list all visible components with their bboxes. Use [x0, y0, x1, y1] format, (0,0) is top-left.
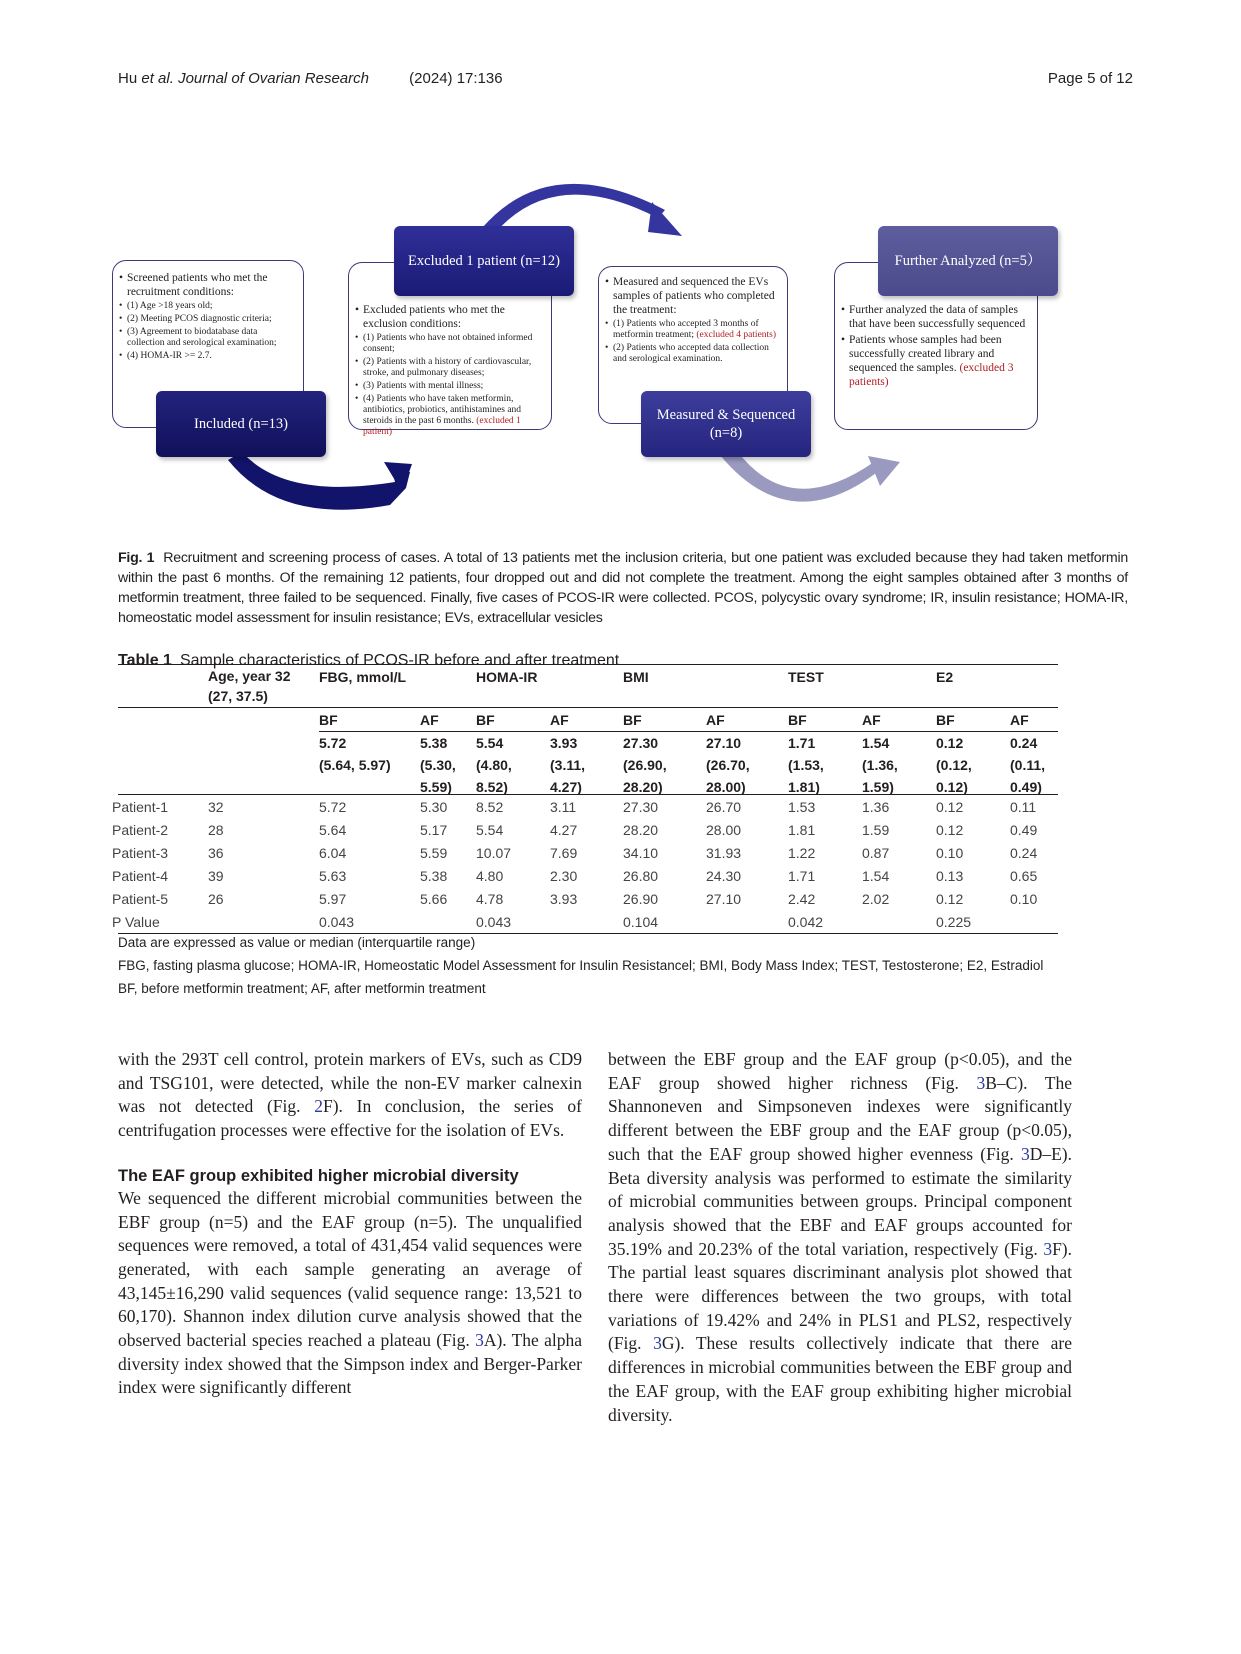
age-cell: 26: [208, 891, 224, 907]
value-cell: 0.87: [862, 845, 890, 861]
paragraph: [118, 1187, 582, 1400]
summary-cell: [788, 732, 824, 798]
value-cell: 5.64: [319, 822, 347, 838]
criteria-text: (4) Patients who have taken metformin, antibiotics, probiotics, antihistamines and steroids in the past 6 months.: [363, 394, 522, 426]
summary-median: 27.30: [623, 735, 659, 751]
table-rule: [118, 794, 1058, 795]
section-heading: The EAF group exhibited higher microbial diversity: [118, 1166, 519, 1185]
value-cell: 5.54: [476, 822, 504, 838]
summary-iqr: 1.81): [788, 779, 820, 795]
summary-cell: [936, 732, 972, 798]
table-footnote: Data are expressed as value or median (interquartile range): [118, 935, 476, 950]
subheader-bf: BF: [319, 712, 338, 728]
value-cell: 5.30: [420, 799, 448, 815]
paragraph-text: G). These results collectively indicate that there are differences in microbial communities between the EBF group and the EAF group, with the EAF group exhibiting higher microbial diversity.: [608, 1333, 1072, 1425]
table-rule: [118, 707, 1058, 708]
excluded-note: (excluded 4 patients): [696, 330, 777, 340]
value-cell: 34.10: [623, 845, 659, 861]
value-cell: 0.10: [1010, 891, 1038, 907]
criteria-title: • Excluded patients who met the exclusion conditions:: [355, 303, 545, 331]
pvalue-cell: 0.042: [788, 914, 824, 930]
figure-label: Fig. 1: [118, 550, 155, 566]
table-top-rule: [118, 664, 1058, 665]
subheader-af: AF: [862, 712, 881, 728]
criteria-item: • (2) Meeting PCOS diagnostic criteria;: [119, 314, 297, 325]
criteria-title: • Screened patients who met the recruitment conditions:: [119, 271, 297, 299]
value-cell: 0.11: [1010, 799, 1037, 815]
measured-count: (n=8): [709, 425, 743, 441]
row-label: Patient-4: [112, 868, 169, 884]
value-cell: 26.80: [623, 868, 659, 884]
group-header-bmi: BMI: [623, 669, 649, 685]
summary-iqr: (4.80,: [476, 757, 512, 773]
summary-cell: [420, 732, 456, 798]
value-cell: 3.93: [550, 891, 578, 907]
value-cell: 4.80: [476, 868, 504, 884]
value-cell: 1.59: [862, 822, 890, 838]
subheader-bf: BF: [623, 712, 642, 728]
value-cell: 5.17: [420, 822, 448, 838]
value-cell: 2.02: [862, 891, 890, 907]
running-header: [118, 70, 1133, 90]
value-cell: 2.30: [550, 868, 578, 884]
value-cell: 4.78: [476, 891, 504, 907]
figure-caption-text: Recruitment and screening process of cases. A total of 13 patients met the inclusion criteria, but one patient was excluded because they had taken metformin within the past 6 months. Of the remaining 12 patients, four dropped out and did not complete the treatment. Among the eight samples obtained after 3 months of metformin treatment, three failed to be sequenced. Finally, five cases of PCOS-IR were collected. PCOS, polycystic ovary syndrome; IR, insulin resistance; HOMA-IR, homeostatic model assessment for insulin resistance; EVs, extracellular vesicles: [118, 550, 1128, 626]
subheader-af: AF: [550, 712, 569, 728]
value-cell: 1.22: [788, 845, 816, 861]
excluded-note: (excluded 1 patient): [363, 416, 521, 437]
value-cell: 27.30: [623, 799, 659, 815]
value-cell: 1.71: [788, 868, 816, 884]
value-cell: 0.13: [936, 868, 964, 884]
summary-iqr: (5.30,: [420, 757, 456, 773]
subheader-af: AF: [1010, 712, 1029, 728]
summary-iqr: 0.12): [936, 779, 968, 795]
measured-sequenced-box: [641, 391, 811, 457]
criteria-item: • (1) Patients who have not obtained informed consent;: [355, 333, 545, 355]
summary-cell: [623, 732, 667, 798]
figure-reference-link[interactable]: 3: [475, 1330, 484, 1351]
value-cell: 27.10: [706, 891, 742, 907]
figure-reference-link[interactable]: 3: [1020, 1143, 1030, 1164]
age-header-line: (27, 37.5): [208, 688, 268, 704]
figure-reference-link[interactable]: 3: [653, 1333, 662, 1354]
value-cell: 28.00: [706, 822, 742, 838]
value-cell: 26.70: [706, 799, 742, 815]
value-cell: 0.12: [936, 822, 964, 838]
value-cell: 5.97: [319, 891, 347, 907]
row-label: Patient-1: [112, 799, 169, 815]
value-cell: 1.54: [862, 868, 890, 884]
summary-iqr: (3.11,: [550, 757, 586, 773]
value-cell: 3.11: [550, 799, 577, 815]
row-label: Patient-3: [112, 845, 169, 861]
value-cell: 28.20: [623, 822, 659, 838]
table-label: Table 1: [118, 652, 172, 669]
table-footnote: BF, before metformin treatment; AF, after metformin treatment: [118, 981, 486, 996]
paragraph-text: F). The partial least squares discriminant analysis plot showed that there were differences between the two groups, with total variations of 19.42% and 24% in PLS1 and PLS2, respectively (Fig.: [608, 1238, 1072, 1354]
paragraph-text: with the 293T cell control, protein markers of EVs, such as CD9 and TSG101, were detected, while the non-EV marker calnexin was not detected (Fig.: [118, 1049, 582, 1117]
criteria-item: • (3) Agreement to biodatabase data collection and serological examination;: [119, 327, 297, 349]
curved-arrow-icon: [720, 452, 900, 502]
pvalue-cell: 0.043: [476, 914, 512, 930]
summary-cell: [862, 732, 898, 798]
header-authors: Hu: [118, 70, 138, 87]
value-cell: 1.53: [788, 799, 816, 815]
excluded-label: Excluded 1 patient (n=12): [408, 253, 560, 269]
summary-median: 5.72: [319, 735, 347, 751]
value-cell: 1.36: [862, 799, 890, 815]
summary-iqr: 28.00): [706, 779, 746, 795]
summary-iqr: (26.70,: [706, 757, 750, 773]
criteria-item: • (1) Age >18 years old;: [119, 301, 297, 312]
value-cell: 5.72: [319, 799, 347, 815]
summary-median: 5.54: [476, 735, 504, 751]
group-header-test: TEST: [788, 669, 824, 685]
paragraph-text: D–E). Beta diversity analysis was performed to estimate the similarity of microbial communities between groups. Principal component analysis showed that the EBF and EAF groups accounted for 35.19% and 20.23% of the total variation, respectively (Fig.: [608, 1143, 1072, 1259]
value-cell: 26.90: [623, 891, 659, 907]
criteria-item: • (2) Patients with a history of cardiovascular, stroke, and pulmonary diseases;: [355, 357, 545, 379]
value-cell: 0.24: [1010, 845, 1038, 861]
value-cell: 5.59: [420, 845, 448, 861]
value-cell: 6.04: [319, 845, 347, 861]
value-cell: 2.42: [788, 891, 816, 907]
value-cell: 31.93: [706, 845, 742, 861]
summary-iqr: 4.27): [550, 779, 582, 795]
figure-reference-link[interactable]: 2: [314, 1096, 323, 1117]
age-cell: 39: [208, 868, 224, 884]
header-citation: [118, 70, 503, 87]
value-cell: 1.81: [788, 822, 816, 838]
paragraph: [118, 1048, 582, 1143]
value-cell: 7.69: [550, 845, 578, 861]
paragraph-text: B–C). The Shannoneven and Simpsoneven indexes were significantly different between the EBF group and the EAF group (p<0.05), such that the EAF group showed higher evenness (Fig.: [608, 1072, 1072, 1164]
criteria-item: • (2) Patients who accepted data collection and serological examination.: [605, 343, 781, 365]
header-journal: Journal of Ovarian Research: [178, 70, 369, 87]
paragraph-text: A). The alpha diversity index showed that the Simpson index and Berger-Parker index were significantly different: [118, 1330, 582, 1398]
value-cell: 24.30: [706, 868, 742, 884]
summary-cell: [550, 732, 585, 798]
value-cell: 8.52: [476, 799, 504, 815]
summary-cell: [476, 732, 512, 798]
group-header-e2: E2: [936, 669, 954, 685]
body-column-right: [608, 1048, 1072, 1427]
table-title-text: Sample characteristics of PCOS-IR before and after treatment: [179, 652, 620, 669]
group-header-fbg: FBG, mmol/L: [319, 669, 407, 685]
included-label: Included (n=13): [194, 416, 288, 432]
value-cell: 0.12: [936, 799, 964, 815]
table-bottom-rule: [118, 933, 1058, 934]
criteria-text: (1) Patients who accepted 3 months of metformin treatment;: [613, 319, 759, 340]
figure-reference-link[interactable]: 3: [1043, 1238, 1053, 1259]
summary-iqr: 1.59): [862, 779, 894, 795]
summary-iqr: (0.12,: [936, 757, 972, 773]
summary-iqr: 5.59): [420, 779, 452, 795]
summary-median: 1.71: [788, 735, 816, 751]
pvalue-cell: 0.104: [623, 914, 659, 930]
criteria-item: • (3) Patients with mental illness;: [355, 381, 545, 392]
value-cell: 4.27: [550, 822, 578, 838]
further-analyzed-box: [878, 226, 1058, 296]
page-number: Page 5 of 12: [1047, 70, 1133, 87]
summary-cell: [706, 732, 750, 798]
criteria-text: Patients whose samples had been successfully created library and sequenced the samples.: [849, 334, 1002, 374]
group-header-homa: HOMA-IR: [476, 669, 538, 685]
measured-label: Measured & Sequenced: [656, 407, 796, 423]
summary-cell: [319, 732, 391, 776]
criteria-item: • (4) HOMA-IR >= 2.7.: [119, 351, 297, 362]
header-volume: (2024) 17:136: [409, 70, 503, 87]
figure-1-flowchart: [110, 170, 1130, 550]
pvalue-cell: 0.225: [936, 914, 972, 930]
summary-iqr: 28.20): [623, 779, 663, 795]
criteria-item: [605, 319, 781, 341]
summary-cell: [1010, 732, 1045, 798]
subheader-af: AF: [420, 712, 439, 728]
paragraph: [608, 1048, 1072, 1427]
value-cell: 10.07: [476, 845, 512, 861]
figure-caption: [118, 548, 1128, 628]
summary-median: 3.93: [550, 735, 578, 751]
row-label: Patient-2: [112, 822, 169, 838]
summary-iqr: 0.49): [1010, 779, 1042, 795]
criteria-item: [355, 394, 545, 438]
subheader-bf: BF: [936, 712, 955, 728]
header-et-al: et al.: [141, 70, 174, 87]
value-cell: 5.66: [420, 891, 448, 907]
summary-iqr: 8.52): [476, 779, 508, 795]
value-cell: 0.10: [936, 845, 964, 861]
summary-median: 27.10: [706, 735, 742, 751]
criteria-item: • Further analyzed the data of samples that have been successfully sequenced: [841, 303, 1031, 331]
body-column-left: [118, 1048, 582, 1400]
subheader-bf: BF: [788, 712, 807, 728]
row-label: Patient-5: [112, 891, 169, 907]
summary-iqr: (26.90,: [623, 757, 667, 773]
excluded-note: (excluded 3 patients): [849, 362, 1014, 388]
paragraph-text: between the EBF group and the EAF group (p<0.05), and the EAF group showed higher richness (Fig.: [608, 1049, 1072, 1093]
age-header: [208, 666, 291, 706]
summary-iqr: (1.36,: [862, 757, 898, 773]
subheader-af: AF: [706, 712, 725, 728]
further-label: Further Analyzed (n=5）: [894, 253, 1042, 269]
age-cell: 36: [208, 845, 224, 861]
value-cell: 0.49: [1010, 822, 1038, 838]
summary-median: 0.24: [1010, 735, 1038, 751]
age-cell: 28: [208, 822, 224, 838]
summary-median: 1.54: [862, 735, 890, 751]
summary-median: 0.12: [936, 735, 964, 751]
summary-iqr: (5.64, 5.97): [319, 757, 391, 773]
value-cell: 0.65: [1010, 868, 1038, 884]
paragraph-text: F). In conclusion, the series of centrifugation processes were effective for the isolation of EVs.: [118, 1096, 583, 1141]
summary-median: 5.38: [420, 735, 448, 751]
table-footnote: FBG, fasting plasma glucose; HOMA-IR, Homeostatic Model Assessment for Insulin Resistancel; BMI, Body Mass Index; TEST, Testosterone; E2, Estradiol: [118, 958, 1044, 973]
age-cell: 32: [208, 799, 224, 815]
figure-reference-link[interactable]: 3: [976, 1072, 986, 1093]
pvalue-cell: 0.043: [319, 914, 355, 930]
criteria-title: • Measured and sequenced the EVs samples of patients who completed the treatment:: [605, 275, 781, 317]
row-label: P Value: [112, 914, 160, 930]
criteria-item: [841, 333, 1031, 389]
group-underline: [319, 707, 464, 708]
subheader-bf: BF: [476, 712, 495, 728]
value-cell: 0.12: [936, 891, 964, 907]
summary-iqr: (0.11,: [1010, 757, 1046, 773]
summary-iqr: (1.53,: [788, 757, 824, 773]
value-cell: 5.63: [319, 868, 347, 884]
age-header-line: Age, year 32: [208, 668, 291, 684]
curved-arrow-icon: [228, 452, 412, 510]
paragraph-text: We sequenced the different microbial communities between the EBF group (n=5) and the EAF group (n=5). The unqualified sequences were removed, a total of 431,454 valid sequences were generated, with each sample generating an average of 43,145±16,290 valid sequences (valid sequence range: 13,521 to 60,170). Shannon index dilution curve analysis showed that the observed bacterial species reached a plateau (Fig.: [118, 1187, 582, 1351]
included-box: [156, 391, 326, 457]
value-cell: 5.38: [420, 868, 448, 884]
excluded-box: [394, 226, 574, 296]
